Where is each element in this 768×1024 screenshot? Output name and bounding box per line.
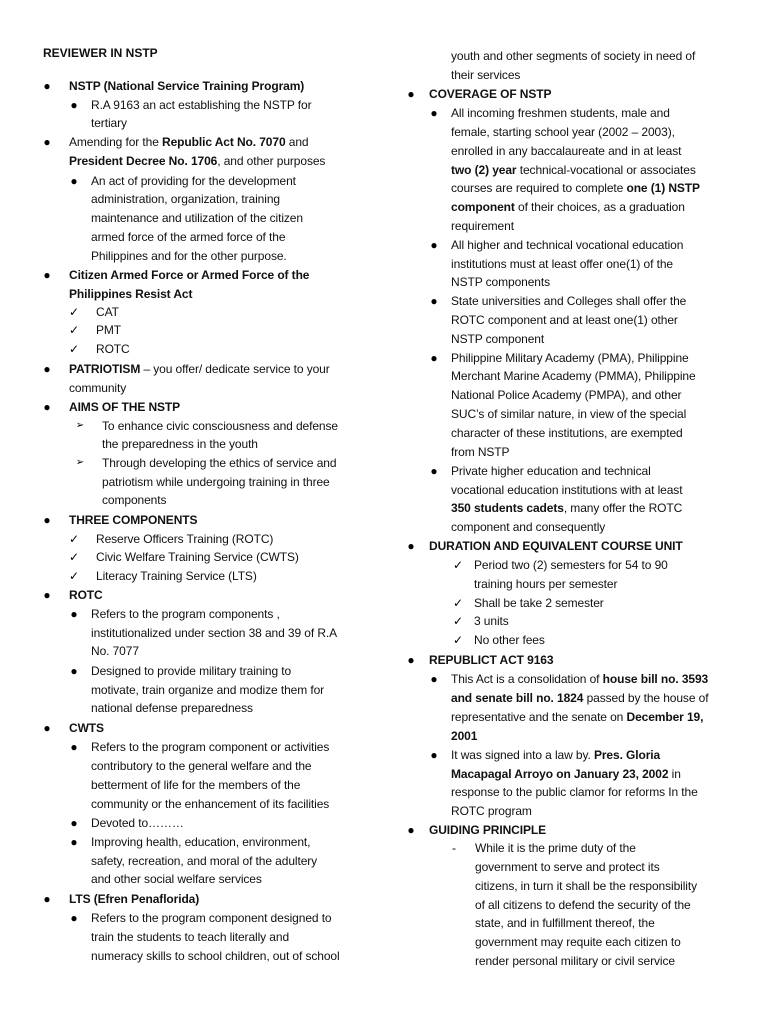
bullet-icon: ● (43, 721, 51, 735)
list-item-continuation (451, 444, 509, 460)
list-item (429, 822, 546, 838)
text: institutionalized under section 38 and 39 of R.A (91, 626, 338, 640)
list-item-continuation (91, 700, 253, 716)
text: Improving health, education, environment, (91, 835, 311, 849)
list-item-continuation (91, 853, 317, 869)
list-item-continuation (69, 286, 192, 302)
list-item (102, 418, 338, 434)
bold-text: Republic Act No. 7070 (162, 135, 286, 149)
text: State universities and Colleges shall offer the (451, 294, 687, 308)
text: All incoming freshmen students, male and (451, 106, 670, 120)
list-item (91, 97, 311, 113)
list-item (474, 613, 509, 629)
text: While it is the prime duty of the (475, 841, 636, 855)
text: maintenance and utilization of the citizen (91, 211, 303, 225)
list-item (96, 568, 257, 584)
bullet-icon: ● (70, 98, 78, 112)
list-item (451, 350, 689, 366)
text: SUC’s of similar nature, in view of the special (451, 407, 687, 421)
bullet-icon: ● (430, 238, 438, 252)
list-item (451, 293, 686, 309)
text: Civic Welfare Training Service (CWTS) (96, 550, 299, 564)
text: , many offer the ROTC (563, 501, 683, 515)
list-item-continuation (91, 758, 312, 774)
list-item (69, 512, 197, 528)
bold-text: LTS (Efren Penaflorida) (69, 892, 200, 906)
list-item-continuation (451, 48, 695, 64)
list-item (69, 891, 199, 907)
list-item (91, 663, 291, 679)
text: from NSTP (451, 445, 510, 459)
bullet-icon: ● (70, 835, 78, 849)
bold-text: December 19, (626, 710, 704, 724)
text: components (102, 493, 167, 507)
text: community (69, 381, 127, 395)
list-item-continuation (451, 482, 682, 498)
bullet-icon: ● (430, 294, 438, 308)
bullet-icon: ● (430, 672, 438, 686)
text: numeracy skills to school children, out of school (91, 949, 340, 963)
text: render personal military or civil service (475, 954, 675, 968)
text: ROTC (96, 342, 130, 356)
text: NSTP component (451, 332, 545, 346)
list-item-continuation (475, 897, 691, 913)
bold-text: THREE COMPONENTS (69, 513, 198, 527)
text: Reserve Officers Training (ROTC) (96, 532, 274, 546)
list-item-continuation (69, 380, 126, 396)
list-item-continuation (475, 953, 675, 969)
text: This Act is a consolidation of (451, 672, 603, 686)
text: community or the enhancement of its facilities (91, 797, 330, 811)
bold-text: Philippines Resist Act (69, 287, 193, 301)
document-title: REVIEWER IN NSTP (43, 46, 158, 60)
list-item-continuation (451, 766, 681, 782)
text: character of these institutions, are exempted (451, 426, 683, 440)
text: Private higher education and technical (451, 464, 651, 478)
text: motivate, train organize and modize them for (91, 683, 325, 697)
text: the preparedness in the youth (102, 437, 258, 451)
text: technical-vocational or associates (516, 163, 696, 177)
list-item-continuation (475, 859, 660, 875)
bold-text: 350 students cadets (451, 501, 564, 515)
bold-text: NSTP (National Service Training Program) (69, 79, 305, 93)
list-item (69, 78, 304, 94)
text: betterment of life for the members of the (91, 778, 301, 792)
list-item (69, 134, 309, 150)
list-item (429, 86, 551, 102)
bold-text: PATRIOTISM (69, 362, 141, 376)
bold-text: COVERAGE OF NSTP (429, 87, 552, 101)
list-item-continuation (451, 784, 698, 800)
bullet-icon: ● (430, 351, 438, 365)
list-item (96, 549, 299, 565)
text: Merchant Marine Academy (PMMA), Philippine (451, 369, 696, 383)
dash-bullet-icon: - (452, 841, 456, 855)
list-item-continuation (475, 878, 697, 894)
list-item (451, 237, 683, 253)
list-item (451, 747, 660, 763)
bullet-icon: ● (70, 174, 78, 188)
bold-text: Citizen Armed Force or Armed Force of the (69, 268, 310, 282)
list-item-continuation (451, 425, 683, 441)
bullet-icon: ● (70, 816, 78, 830)
bold-text: house bill no. 3593 (602, 672, 709, 686)
list-item-continuation (451, 312, 678, 328)
list-item-continuation (451, 67, 520, 83)
text: ROTC program (451, 804, 532, 818)
bullet-icon: ● (430, 106, 438, 120)
checkmark-icon: ✓ (452, 633, 464, 647)
text: requirement (451, 219, 514, 233)
checkmark-icon: ✓ (68, 569, 80, 583)
text: To enhance civic consciousness and defense (102, 419, 338, 433)
list-item-continuation (451, 709, 703, 725)
list-item (429, 538, 683, 554)
list-item (451, 105, 670, 121)
bullet-icon: ● (43, 892, 51, 906)
list-item-continuation (475, 915, 655, 931)
list-item-continuation (451, 218, 514, 234)
list-item (91, 834, 310, 850)
checkmark-icon: ✓ (452, 614, 464, 628)
bullet-icon: ● (43, 268, 51, 282)
bullet-icon: ● (43, 135, 51, 149)
text: Refers to the program component or activities (91, 740, 330, 754)
list-item-continuation (451, 519, 605, 535)
text: youth and other segments of society in need of (451, 49, 696, 63)
text: female, starting school year (2002 – 2003), (451, 125, 675, 139)
list-item (91, 173, 296, 189)
text: national defense preparedness (91, 701, 253, 715)
list-item-continuation (69, 153, 325, 169)
bold-text: 2001 (451, 729, 478, 743)
list-item-continuation (91, 248, 287, 264)
bullet-icon: ● (430, 748, 438, 762)
list-item-continuation (475, 934, 681, 950)
list-item (474, 595, 604, 611)
checkmark-icon: ✓ (68, 342, 80, 356)
checkmark-icon: ✓ (452, 596, 464, 610)
list-item-continuation (91, 191, 280, 207)
text: government to serve and protect its (475, 860, 660, 874)
text: National Police Academy (PMPA), and other (451, 388, 682, 402)
text: contributory to the general welfare and the (91, 759, 312, 773)
bold-text: two (2) year (451, 163, 517, 177)
text: patriotism while undergoing training in three (102, 475, 330, 489)
list-item (69, 267, 309, 283)
text: passed by the house of (586, 691, 709, 705)
text: enrolled in any baccalaureate and in at least (451, 144, 682, 158)
text: Refers to the program component designed to (91, 911, 332, 925)
bullet-icon: ● (407, 823, 415, 837)
arrow-bullet-icon: ➢ (75, 420, 85, 431)
checkmark-icon: ✓ (68, 532, 80, 546)
text: Through developing the ethics of service and (102, 456, 337, 470)
bullet-icon: ● (407, 539, 415, 553)
list-item (451, 463, 651, 479)
list-item-continuation (91, 948, 340, 964)
text: Literacy Training Service (LTS) (96, 569, 257, 583)
list-item-continuation (91, 929, 289, 945)
text: response to the public clamor for reforms In the (451, 785, 698, 799)
text: and (285, 135, 309, 149)
list-item-continuation (91, 625, 337, 641)
text: Designed to provide military training to (91, 664, 292, 678)
list-item-continuation (451, 180, 700, 196)
list-item-continuation (91, 682, 324, 698)
list-item (96, 341, 130, 357)
list-item-continuation (91, 115, 127, 131)
text: state, and in fulfillment thereof, the (475, 916, 655, 930)
list-item (474, 557, 668, 573)
text: Philippine Military Academy (PMA), Philippine (451, 351, 689, 365)
bold-text: one (1) NSTP (626, 181, 700, 195)
checkmark-icon: ✓ (452, 558, 464, 572)
list-item-continuation (102, 474, 330, 490)
text: An act of providing for the development (91, 174, 296, 188)
list-item (96, 322, 121, 338)
list-item (91, 739, 329, 755)
list-item-continuation (451, 387, 681, 403)
bold-text: AIMS OF THE NSTP (69, 400, 181, 414)
bold-text: Pres. Gloria (593, 748, 661, 762)
checkmark-icon: ✓ (68, 550, 80, 564)
list-item (69, 720, 104, 736)
bullet-icon: ● (43, 400, 51, 414)
list-item-continuation (451, 199, 685, 215)
bullet-icon: ● (43, 588, 51, 602)
bullet-icon: ● (70, 911, 78, 925)
text: , and other purposes (217, 154, 326, 168)
bullet-icon: ● (70, 607, 78, 621)
text: of all citizens to defend the security of the (475, 898, 691, 912)
text: No other fees (474, 633, 545, 647)
text: institutions must at least offer one(1) of the (451, 257, 673, 271)
list-item-continuation (102, 492, 166, 508)
text: It was signed into a law by. (451, 748, 594, 762)
text: train the students to teach literally and (91, 930, 290, 944)
list-item-continuation (451, 331, 544, 347)
bold-text: and senate bill no. 1824 (451, 691, 587, 705)
list-item-continuation (451, 143, 681, 159)
bold-text: ROTC (69, 588, 103, 602)
list-item-continuation (451, 124, 675, 140)
bold-text: Macapagal Arroyo on January 23, 2002 (451, 767, 669, 781)
text: All higher and technical vocational education (451, 238, 684, 252)
list-item-continuation (474, 576, 617, 592)
list-item-continuation (451, 406, 686, 422)
bullet-icon: ● (70, 740, 78, 754)
list-item (69, 587, 103, 603)
text: government may requite each citizen to (475, 935, 681, 949)
bullet-icon: ● (43, 362, 51, 376)
text: Period two (2) semesters for 54 to 90 (474, 558, 668, 572)
bullet-icon: ● (43, 513, 51, 527)
bold-text: President Decree No. 1706 (69, 154, 218, 168)
bullet-icon: ● (70, 664, 78, 678)
text: – you offer/ dedicate service to your (140, 362, 330, 376)
bold-text: component (451, 200, 515, 214)
list-item-continuation (102, 436, 258, 452)
list-item-continuation (91, 229, 285, 245)
text: representative and the senate on (451, 710, 627, 724)
text: courses are required to complete (451, 181, 627, 195)
bullet-icon: ● (43, 79, 51, 93)
list-item-continuation (91, 871, 262, 887)
text: component and consequently (451, 520, 606, 534)
list-item-continuation (91, 210, 303, 226)
text: armed force of the armed force of the (91, 230, 286, 244)
text: Devoted to……… (91, 816, 184, 830)
list-item-continuation (451, 803, 532, 819)
bold-text: DURATION AND EQUIVALENT COURSE UNIT (429, 539, 683, 553)
text: training hours per semester (474, 577, 618, 591)
text: citizens, in turn it shall be the responsibility (475, 879, 697, 893)
text: No. 7077 (91, 644, 139, 658)
text: tertiary (91, 116, 127, 130)
text: Shall be take 2 semester (474, 596, 604, 610)
list-item-continuation (91, 777, 300, 793)
list-item-continuation (451, 162, 696, 178)
text: 3 units (474, 614, 509, 628)
arrow-bullet-icon: ➢ (75, 457, 85, 468)
text: in (668, 767, 681, 781)
list-item-continuation (451, 274, 550, 290)
text: their services (451, 68, 521, 82)
text: R.A 9163 an act establishing the NSTP for (91, 98, 312, 112)
text: administration, organization, training (91, 192, 280, 206)
list-item (91, 910, 332, 926)
bold-text: CWTS (69, 721, 104, 735)
list-item (69, 399, 180, 415)
bullet-icon: ● (430, 464, 438, 478)
bullet-icon: ● (407, 653, 415, 667)
list-item-continuation (91, 796, 329, 812)
list-item-continuation (451, 256, 673, 272)
text: safety, recreation, and moral of the adultery (91, 854, 318, 868)
list-item-continuation (451, 728, 477, 744)
text: Philippines and for the other purpose. (91, 249, 287, 263)
list-item-continuation (451, 368, 696, 384)
list-item (475, 840, 636, 856)
list-item (102, 455, 336, 471)
text: vocational education institutions with at least (451, 483, 683, 497)
list-item (91, 606, 280, 622)
list-item (91, 815, 184, 831)
text: Refers to the program components , (91, 607, 280, 621)
bold-text: REPUBLICT ACT 9163 (429, 653, 554, 667)
list-item (429, 652, 553, 668)
text: NSTP components (451, 275, 550, 289)
text: of their choices, as a graduation (514, 200, 685, 214)
checkmark-icon: ✓ (68, 323, 80, 337)
list-item (474, 632, 545, 648)
list-item (96, 531, 273, 547)
text: ROTC component and at least one(1) other (451, 313, 678, 327)
text: and other social welfare services (91, 872, 262, 886)
checkmark-icon: ✓ (68, 305, 80, 319)
list-item (96, 304, 119, 320)
text: PMT (96, 323, 122, 337)
bullet-icon: ● (407, 87, 415, 101)
list-item-continuation (451, 500, 682, 516)
list-item-continuation (91, 643, 139, 659)
text: CAT (96, 305, 119, 319)
list-item-continuation (451, 690, 708, 706)
text: Amending for the (69, 135, 163, 149)
list-item (69, 361, 330, 377)
list-item (451, 671, 708, 687)
bold-text: GUIDING PRINCIPLE (429, 823, 546, 837)
